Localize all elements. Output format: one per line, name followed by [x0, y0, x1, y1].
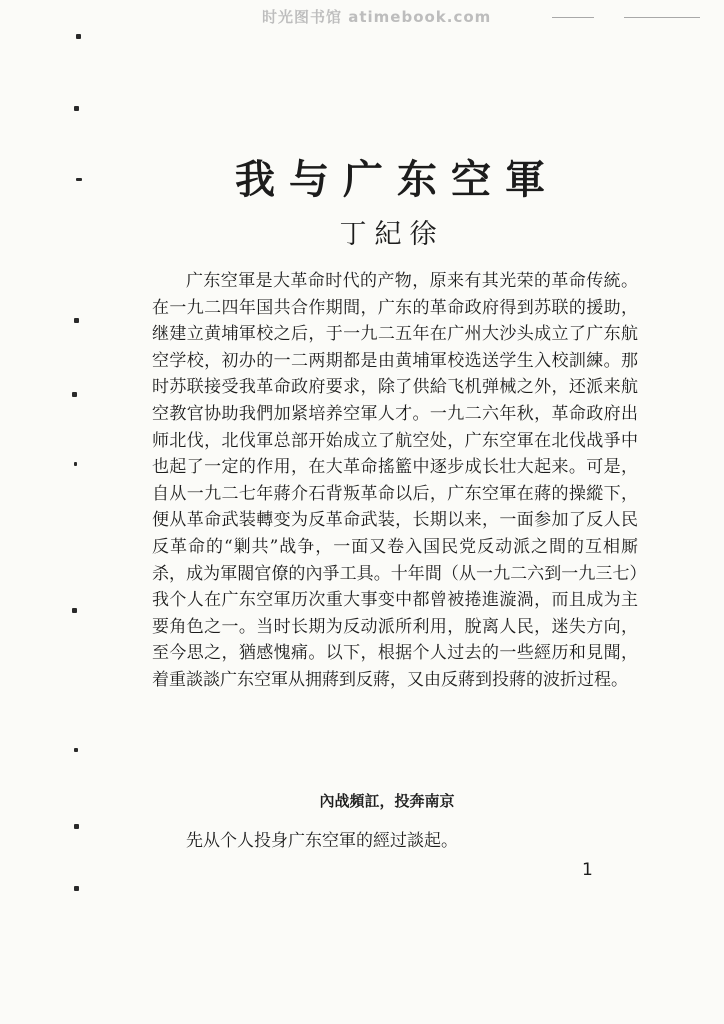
watermark-rule — [552, 17, 594, 18]
watermark: 时光图书馆 atimebook.com — [262, 8, 492, 26]
scan-mark — [72, 392, 77, 397]
author-name: 丁紀徐 — [339, 219, 445, 250]
scan-mark — [76, 34, 81, 39]
closing-paragraph: 先从个人投身广东空軍的經过談起。 — [186, 831, 458, 851]
scan-mark — [74, 886, 79, 891]
watermark-rule — [624, 17, 700, 18]
scan-mark — [74, 318, 79, 323]
page-number: 1 — [582, 860, 593, 880]
scan-mark — [74, 462, 77, 466]
scan-mark — [72, 608, 77, 613]
scan-mark — [74, 824, 79, 829]
body-paragraph: 广东空軍是大革命时代的产物，原来有其光荣的革命传統。在一九二四年国共合作期間，广东的革命政府得到苏联的援助，继建立黄埔軍校之后，于一九二五年在广州大沙头成立了广东航空学校，初办的一二两期都是由黄埔軍校选送学生入校訓練。那时苏联接受我革命政府要求，除了供給飞机弹械之外，还派来航空教官协助我們加紧培养空軍人才。一九二六年秋，革命政府出师北伐，北伐軍总部开始成立了航空处，广东空軍在北伐战爭中也起了一定的作用，在大革命搖籃中逐步成长壮大起来。可是，自从一九二七年蔣介石背叛革命以后，广东空軍在蔣的操縱下，便从革命武装轉变为反革命武装，长期以来，一面参加了反人民反革命的“剿共”战争，一面又卷入国民党反动派之間的互相厮杀，成为軍閥官僚的內爭工具。十年間（从一九二六到一九三七）我个人在广东空軍历次重大事变中都曾被捲進漩渦，而且成为主要角色之一。当时长期为反动派所利用，脫离人民，迷失方向，至今思之，猶感愧痛。以下，根据个人过去的一些經历和見聞，着重談談广东空軍从拥蔣到反蔣，又由反蔣到投蔣的波折过程。 — [152, 271, 638, 690]
section-heading: 內战頻訌，投奔南京 — [319, 792, 455, 810]
page-title: 我与广东空軍 — [235, 156, 559, 203]
scan-mark — [74, 748, 78, 752]
scan-mark — [74, 106, 79, 111]
